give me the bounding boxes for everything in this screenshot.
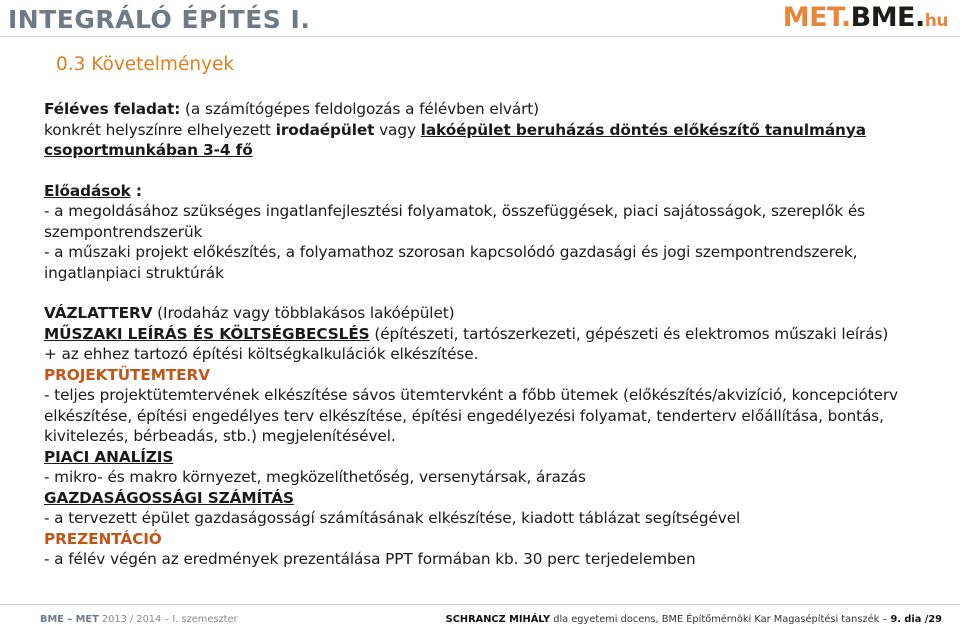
logo-met: MET [782, 2, 841, 33]
feleves-line-2 [44, 120, 944, 141]
footer-course [40, 614, 238, 625]
logo-bme: BME [850, 2, 916, 33]
piaci-text: - mikro- és makro környezet, megközelíthetőség, versenytársak, árazás [44, 468, 586, 486]
header-divider [0, 36, 960, 37]
footer-author-name: SCHRANCZ MIHÁLY [445, 614, 551, 625]
feleves-line2-c: vagy [374, 120, 421, 139]
feleves-line-3 [44, 140, 944, 161]
met-bme-logo [783, 2, 948, 33]
projektutemterv-label: PROJEKTÜTEMTERV [44, 365, 210, 384]
muszaki-line-2: + az ehhez tartozó építési költségkalkulációk elkészítése. [44, 345, 479, 363]
vazlatterv-label: VÁZLATTERV [44, 304, 153, 322]
gazdasagossagi-label: GAZDASÁGOSSÁGI SZÁMÍTÁS [44, 488, 294, 507]
feleves-label: Féléves feladat: [44, 100, 181, 118]
vazlatterv-rest: (Irodaház vagy többlakásos lakóépület) [152, 304, 455, 322]
piaci-heading [44, 447, 944, 468]
eloadasok-item: - a megoldásához szükséges ingatlanfejlesztési folyamatok, összefüggések, piaci sajátosságok, szereplők és szempontrendszerük [44, 202, 866, 241]
piaci-label: PIACI ANALÍZIS [44, 447, 174, 466]
footer-divider [0, 604, 960, 605]
footer-semester: 2013 / 2014 – I. szemeszter [98, 614, 238, 625]
logo-dot-2: . [915, 2, 925, 33]
footer [0, 614, 960, 632]
muszaki-label: MŰSZAKI LEÍRÁS ÉS KÖLTSÉGBECSLÉS [44, 324, 370, 343]
vazlatterv-line [44, 303, 944, 324]
prezentacio-label: PREZENTÁCIÓ [44, 529, 162, 548]
gazdasagossagi-text: - a tervezett épület gazdaságosságí számításának elkészítése, kiadott táblázat segítségével [44, 509, 741, 527]
course-title: INTEGRÁLÓ ÉPÍTÉS I. [8, 5, 311, 34]
logo-dot-1: . [840, 2, 851, 33]
projektutemterv-text: - teljes projektütemtervének elkészítése sávos ütemtervként a főbb ütemek (előkészítés/akvizíció, koncepcióterv elkészítése, építési engedélyes terv elkészítése, építési engedélyezési folyamat, tenderterv előállítása, bontás, kivitelezés, bérbeadás, stb.) megjelenítésével. [44, 386, 898, 445]
eloadasok-colon: : [130, 181, 142, 200]
feleves-line2-d: lakóépület beruházás döntés előkészítő tanulmánya [420, 120, 866, 139]
footer-author [446, 614, 942, 625]
prezentacio-heading [44, 529, 944, 550]
feleves-line-1 [44, 99, 944, 120]
projektutemterv-heading [44, 365, 944, 386]
feleves-rest: (a számítógépes feldolgozás a félévben elvárt) [180, 100, 540, 118]
eloadasok-item: - a műszaki projekt előkészítés, a folyamathoz szorosan kapcsolódó gazdasági és jogi szempontrendszerek, ingatlanpiaci struktúrák [44, 243, 858, 282]
eloadasok-label: Előadások [44, 181, 131, 200]
logo-hu: hu [924, 11, 948, 31]
header [0, 0, 960, 40]
footer-bme-met: BME – MET [40, 614, 99, 625]
muszaki-line [44, 324, 944, 345]
gazdasagossagi-heading [44, 488, 944, 509]
feleves-group-size: csoportmunkában 3-4 fő [44, 141, 253, 159]
muszaki-rest: (építészeti, tartószerkezeti, gépészeti és elektromos műszaki leírás) [369, 324, 889, 343]
footer-affiliation: dla egyetemi docens, BME Építőmérnöki Kar Magasépítési tanszék – [550, 614, 891, 625]
footer-page-number: 9. dia /29 [890, 614, 942, 625]
section-title: 0.3 Követelmények [56, 54, 235, 75]
feleves-line2-a: konkrét helyszínre elhelyezett [44, 120, 276, 139]
prezentacio-text: - a félév végén az eredmények prezentálása PPT formában kb. 30 perc terjedelemben [44, 550, 696, 568]
slide-body [44, 99, 944, 570]
feleves-line2-b: irodaépület [275, 120, 375, 139]
eloadasok-heading [44, 181, 944, 202]
